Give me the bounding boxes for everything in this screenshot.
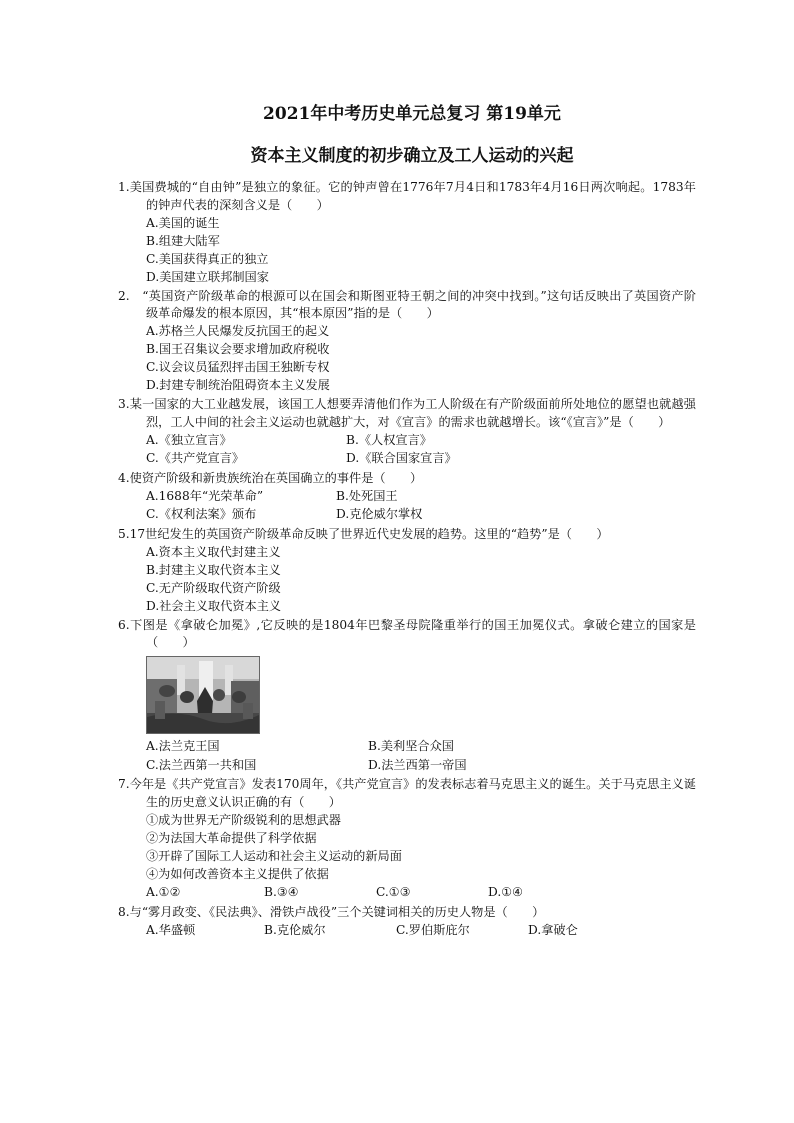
- question-6: [118, 617, 696, 775]
- question-3: [118, 396, 696, 468]
- option-a: A.美国的诞生: [146, 215, 220, 230]
- options: [118, 215, 696, 287]
- option-b: B.美利坚合众国: [368, 739, 454, 753]
- option-c: C.议会议员猛烈抨击国王独断专权: [146, 360, 330, 374]
- question-stem: 7.今年是《共产党宣言》发表170周年，《共产党宣言》的发表标志着马克思主义的诞生。关于马克思主义诞生的历史意义认识正确的有（ ）: [118, 777, 696, 809]
- question-stem: 3.某一国家的大工业越发展，该国工人想要弄清他们作为工人阶级在有产阶级面前所处地位的愿望也就越强烈，工人中间的社会主义运动也就越扩大，对《宣言》的需求也就越增长。该“《宣言》”是（ ）: [118, 397, 696, 429]
- option-d: D.《联合国家宣言》: [346, 451, 457, 465]
- option-b: B.《人权宣言》: [346, 432, 432, 447]
- option-c: C.①③: [376, 885, 411, 899]
- page-subtitle: 资本主义制度的初步确立及工人运动的兴起: [250, 146, 574, 166]
- option-a: A.1688年“光荣革命”: [146, 488, 264, 503]
- statement-2: ②为法国大革命提供了科学依据: [146, 830, 317, 845]
- question-stem: 1.美国费城的“自由钟”是独立的象征。它的钟声曾在1776年7月4日和1783年4月16日两次响起。1783年的钟声代表的深刻含义是（ ）: [118, 180, 696, 212]
- question-7: [118, 776, 696, 902]
- option-a: A.苏格兰人民爆发反抗国王的起义: [146, 324, 330, 338]
- option-c: C.无产阶级取代资产阶级: [146, 580, 281, 595]
- options: [118, 431, 696, 468]
- options: [118, 544, 696, 616]
- option-b: B.克伦威尔: [264, 922, 326, 937]
- option-a: A.《独立宣言》: [146, 432, 232, 447]
- option-a: A.法兰克王国: [146, 739, 220, 753]
- question-4: [118, 470, 696, 525]
- option-d: D.封建专制统治阻碍资本主义发展: [146, 378, 330, 392]
- question-stem: 5.17世纪发生的英国资产阶级革命反映了世界近代史发展的趋势。这里的“趋势”是（ ）: [118, 526, 609, 541]
- option-d: D.法兰西第一帝国: [368, 757, 467, 772]
- option-c: C.《权利法案》颁布: [146, 507, 257, 521]
- option-b: B.处死国王: [336, 488, 398, 503]
- question-1: [118, 179, 696, 286]
- option-d: D.拿破仑: [528, 922, 578, 937]
- options: [118, 487, 696, 524]
- option-c: C.《共产党宣言》: [146, 451, 245, 465]
- option-a: A.华盛顿: [146, 922, 196, 937]
- statement-1: ①成为世界无产阶级锐利的思想武器: [146, 812, 341, 827]
- page-title: 2021年中考历史单元总复习 第19单元: [263, 104, 561, 124]
- question-2: [118, 288, 696, 395]
- options: [118, 884, 696, 903]
- question-stem: 2. “英国资产阶级革命的根源可以在国会和斯图亚特王朝之间的冲突中找到。”这句话反映出了英国资产阶级革命爆发的根本原因，其“根本原因”指的是（ ）: [118, 288, 696, 320]
- option-b: B.国王召集议会要求增加政府税收: [146, 342, 330, 356]
- painting-graphic: [147, 657, 259, 733]
- question-8: [118, 904, 696, 940]
- option-b: B.组建大陆军: [146, 233, 220, 248]
- statements: [118, 812, 696, 884]
- question-stem: 4.使资产阶级和新贵族统治在英国确立的事件是（ ）: [118, 470, 423, 485]
- option-a: A.资本主义取代封建主义: [146, 544, 281, 559]
- option-d: D.美国建立联邦制国家: [146, 269, 269, 284]
- options: [118, 738, 696, 775]
- statement-4: ④为如何改善资本主义提供了依据: [146, 866, 329, 881]
- option-b: B.封建主义取代资本主义: [146, 562, 281, 577]
- option-a: A.①②: [146, 885, 181, 899]
- option-c: C.罗伯斯庇尔: [396, 922, 470, 937]
- option-d: D.克伦威尔掌权: [336, 507, 423, 521]
- question-list: [118, 179, 696, 941]
- option-c: C.美国获得真正的独立: [146, 251, 269, 266]
- option-c: C.法兰西第一共和国: [146, 757, 257, 772]
- option-d: D.①④: [488, 885, 524, 899]
- coronation-painting-image: [146, 656, 260, 734]
- options: [118, 921, 696, 940]
- options: [118, 323, 696, 395]
- option-b: B.③④: [264, 885, 299, 899]
- statement-3: ③开辟了国际工人运动和社会主义运动的新局面: [146, 848, 402, 863]
- question-5: [118, 526, 696, 616]
- question-stem: 6.下图是《拿破仑加冕》,它反映的是1804年巴黎圣母院隆重举行的国王加冕仪式。拿破仑建立的国家是（ ）: [118, 617, 696, 649]
- option-d: D.社会主义取代资本主义: [146, 598, 282, 613]
- question-stem: 8.与“雾月政变、《民法典》、滑铁卢战役”三个关键词相关的历史人物是（ ）: [118, 904, 545, 919]
